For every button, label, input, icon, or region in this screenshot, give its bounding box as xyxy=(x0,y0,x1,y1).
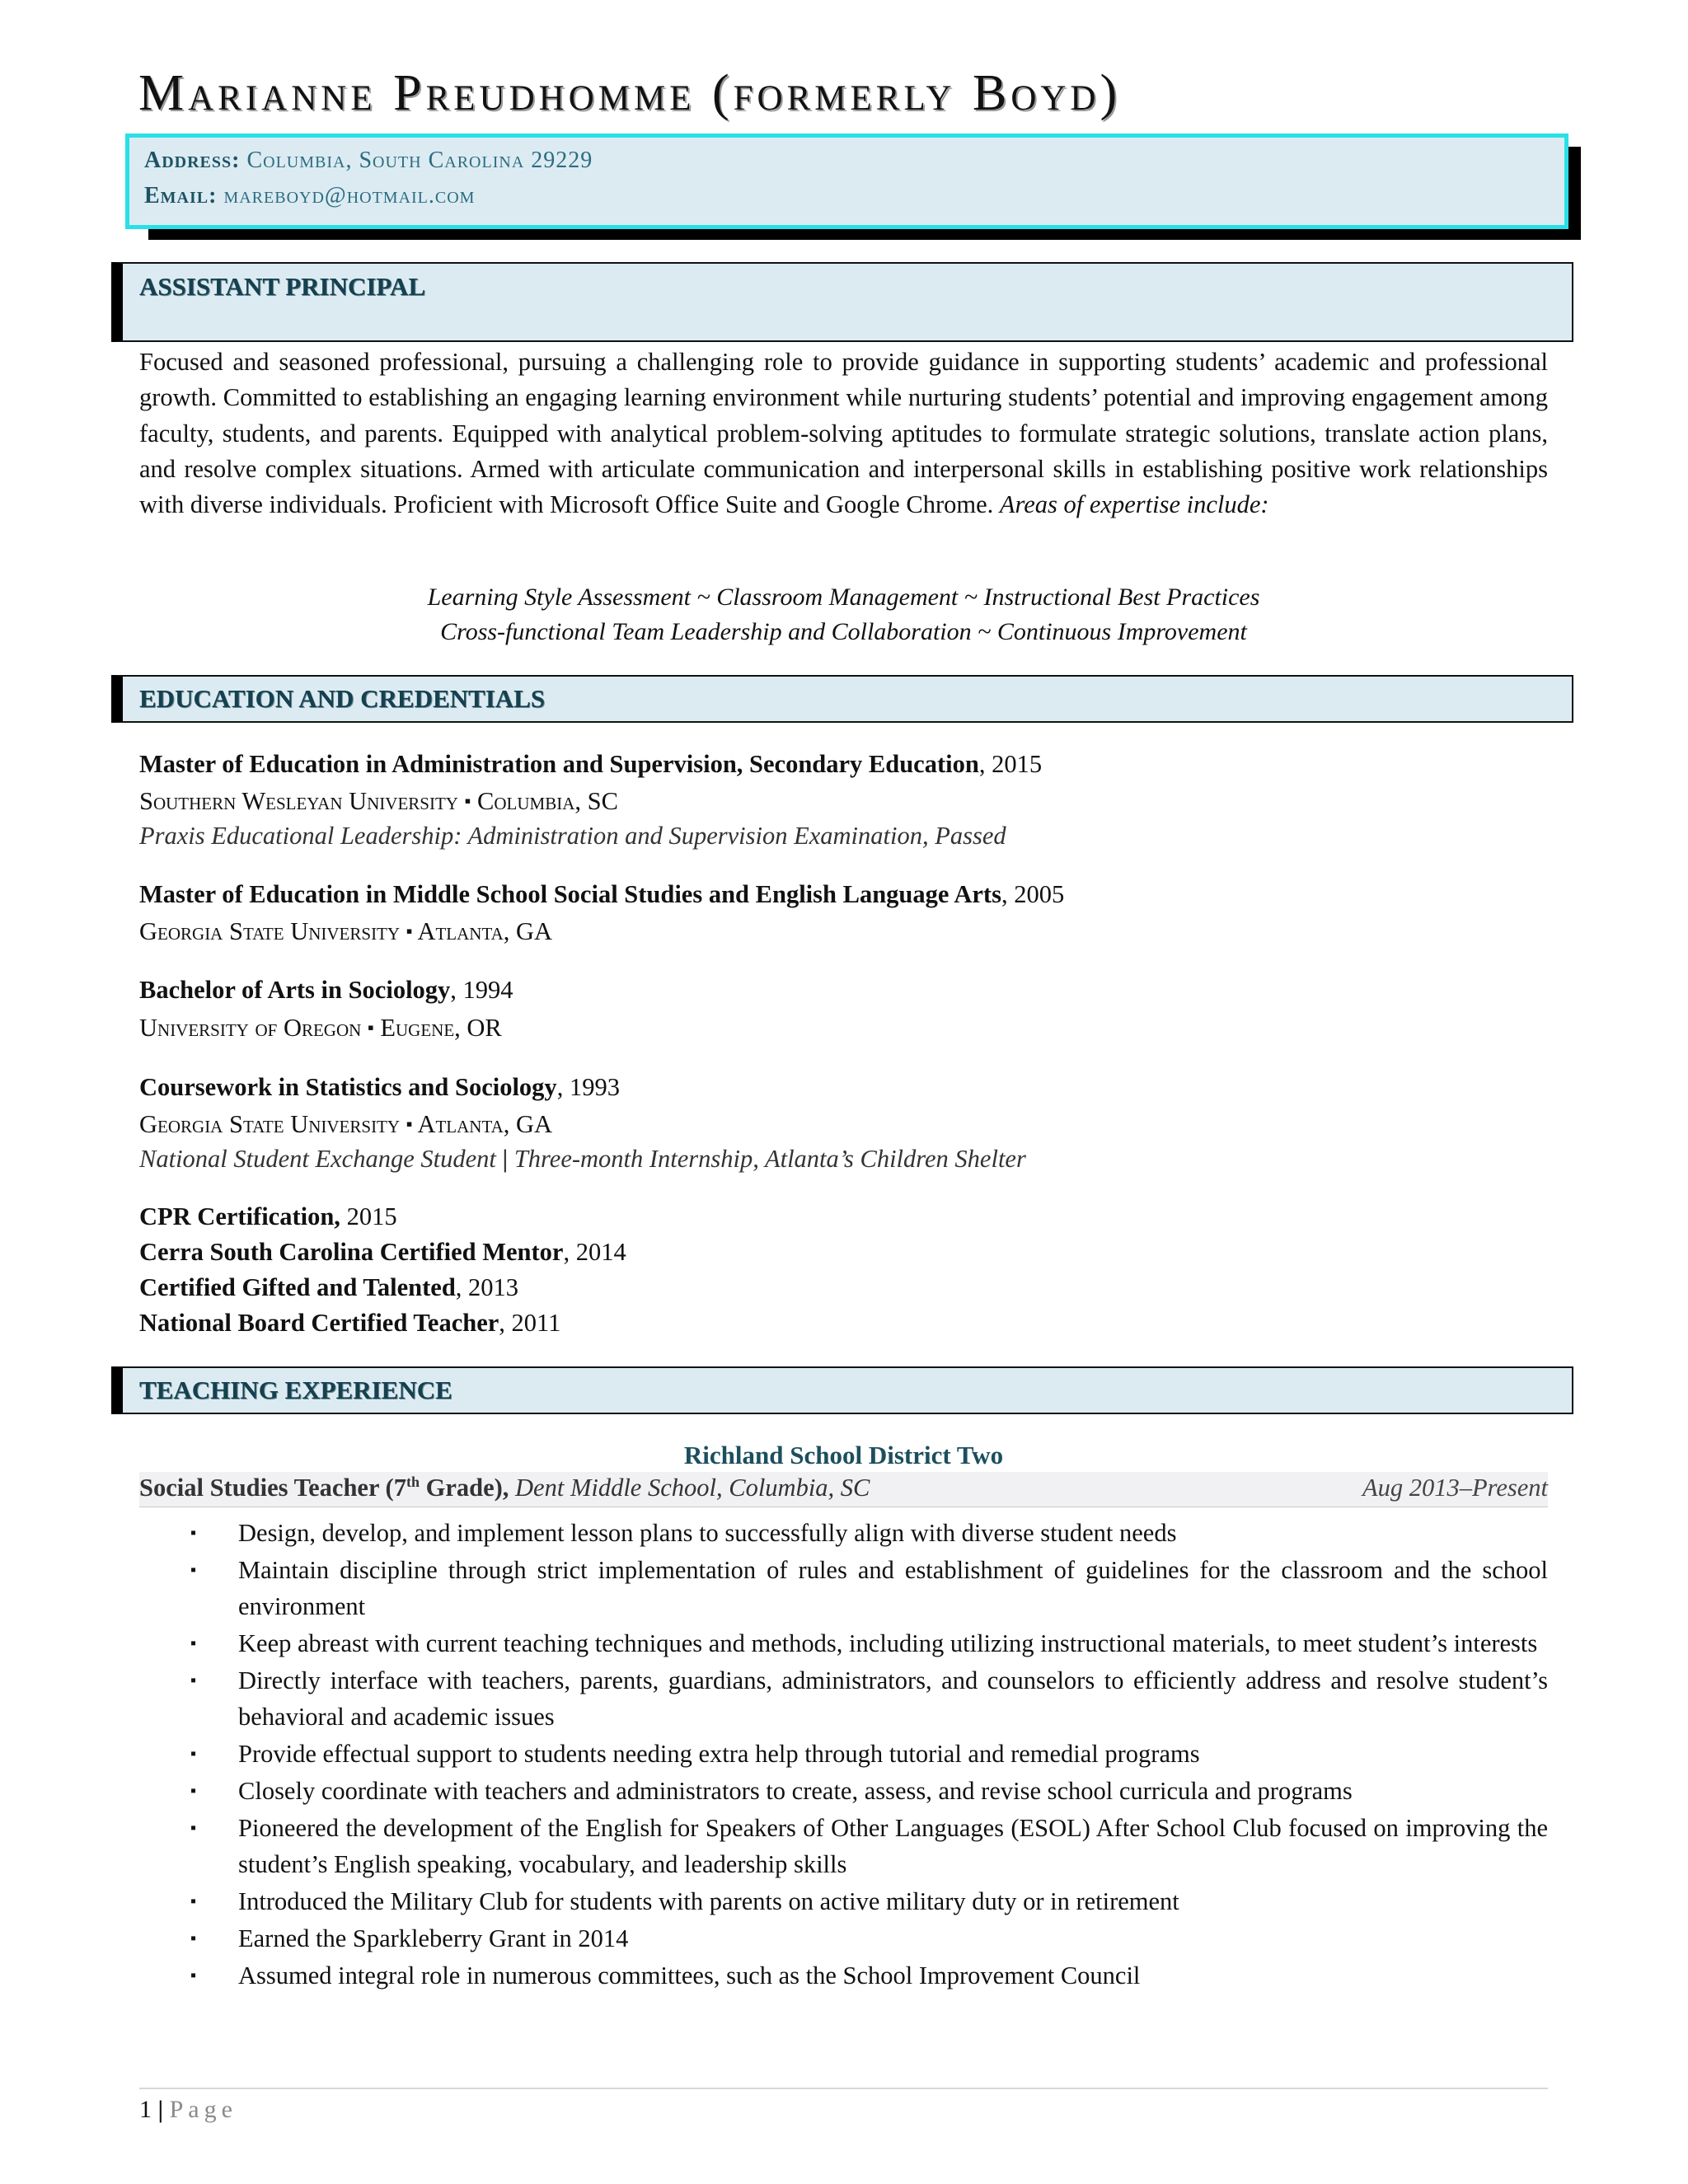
expertise-line-1: Learning Style Assessment ~ Classroom Management ~ Instructional Best Practices xyxy=(427,583,1260,611)
square-bullet-icon: ▪ xyxy=(190,1745,197,1763)
square-bullet-icon: ▪ xyxy=(190,1524,197,1542)
square-bullet-icon: ▪ xyxy=(190,1819,197,1837)
section-bar-objective xyxy=(111,262,1573,342)
edu-4-school-line xyxy=(139,1110,552,1139)
email-label: Email: xyxy=(144,183,218,209)
section-title-objective: ASSISTANT PRINCIPAL xyxy=(139,272,426,301)
page-footer xyxy=(139,2096,237,2124)
square-bullet-icon: ▪ xyxy=(190,1929,197,1947)
cert-3-year: , 2013 xyxy=(455,1273,519,1301)
edu-1-year: , 2015 xyxy=(978,750,1043,778)
job-title-post: Grade), xyxy=(419,1474,509,1502)
edu-2-school-line xyxy=(139,917,552,946)
square-bullet-icon: ▪ xyxy=(190,1892,197,1910)
list-item-text: Directly interface with teachers, parents, guardians, administrators, and counselors to efficiently address and resolve student’s behavioral and academic issues xyxy=(238,1666,1548,1731)
edu-3-school: University of Oregon xyxy=(139,1014,362,1042)
job-title-line xyxy=(139,1474,870,1502)
list-item xyxy=(139,1810,1548,1882)
contact-box xyxy=(125,134,1568,229)
edu-4-note-line xyxy=(139,1145,1026,1174)
email-value[interactable]: mareboyd@hotmail.com xyxy=(223,183,476,209)
list-item-text: Maintain discipline through strict implementation of rules and establishment of guidelines for the classroom and the school environment xyxy=(238,1556,1548,1620)
square-bullet-icon: ▪ xyxy=(406,921,413,941)
edu-1-note: Praxis Educational Leadership: Administration and Supervision Examination, Passed xyxy=(139,822,1006,850)
edu-2-year: , 2005 xyxy=(1001,880,1065,908)
edu-4-degree-line xyxy=(139,1073,620,1102)
page-label: Page xyxy=(169,2096,237,2123)
cert-4-name: National Board Certified Teacher xyxy=(139,1309,499,1337)
edu-4-note-b: Three-month Internship, Atlanta’s Children Shelter xyxy=(513,1145,1026,1173)
list-item-text: Introduced the Military Club for students with parents on active military duty or in retirement xyxy=(238,1887,1179,1915)
edu-2-degree: Master of Education in Middle School Social Studies and English Language Arts xyxy=(139,880,1001,908)
cert-2-year: , 2014 xyxy=(563,1238,626,1266)
square-bullet-icon: ▪ xyxy=(190,1671,197,1690)
square-bullet-icon: ▪ xyxy=(464,790,471,811)
list-item-text: Assumed integral role in numerous committees, such as the School Improvement Council xyxy=(238,1961,1141,1990)
edu-4-school: Georgia State University xyxy=(139,1110,401,1138)
cert-2-name: Cerra South Carolina Certified Mentor xyxy=(139,1238,564,1266)
section-bar-teaching xyxy=(111,1366,1573,1414)
edu-2-location: Atlanta, GA xyxy=(417,917,553,945)
list-item xyxy=(139,1773,1548,1809)
job-header-row xyxy=(139,1472,1548,1507)
square-bullet-icon: ▪ xyxy=(190,1782,197,1800)
list-item-text: Keep abreast with current teaching techniques and methods, including utilizing instructional materials, to meet student’s interests xyxy=(238,1629,1538,1657)
edu-2-school: Georgia State University xyxy=(139,917,401,945)
edu-3-year: , 1994 xyxy=(450,976,513,1004)
list-item xyxy=(139,1883,1548,1919)
square-bullet-icon: ▪ xyxy=(367,1017,374,1038)
job-dates: Aug 2013–Present xyxy=(1362,1474,1548,1502)
list-item-text: Provide effectual support to students needing extra help through tutorial and remedial programs xyxy=(238,1740,1200,1768)
edu-1-degree-line xyxy=(139,750,1042,779)
cert-1-name: CPR Certification, xyxy=(139,1202,340,1230)
edu-2-degree-line xyxy=(139,880,1064,909)
edu-1-degree: Master of Education in Administration and Supervision, Secondary Education xyxy=(139,750,979,778)
list-item xyxy=(139,1920,1548,1957)
cert-3-name: Certified Gifted and Talented xyxy=(139,1273,456,1301)
edu-4-location: Atlanta, GA xyxy=(417,1110,553,1138)
cert-3 xyxy=(139,1273,518,1302)
cert-2 xyxy=(139,1238,626,1267)
edu-3-degree-line xyxy=(139,976,513,1005)
section-title-teaching: TEACHING EXPERIENCE xyxy=(139,1376,452,1404)
edu-1-location: Columbia, SC xyxy=(477,787,618,815)
list-item xyxy=(139,1515,1548,1551)
email-line xyxy=(144,183,475,209)
square-bullet-icon: ▪ xyxy=(190,1634,197,1652)
footer-separator: | xyxy=(157,2096,164,2123)
job-title-pre: Social Studies Teacher (7 xyxy=(139,1474,406,1502)
list-item xyxy=(139,1736,1548,1772)
address-label: Address: xyxy=(144,148,241,173)
employer-name: Richland School District Two xyxy=(683,1441,1004,1469)
edu-3-location: Eugene, OR xyxy=(380,1014,502,1042)
edu-1-school: Southern Wesleyan University xyxy=(139,787,458,815)
responsibility-list xyxy=(139,1515,1548,1994)
section-title-education: EDUCATION AND CREDENTIALS xyxy=(139,684,546,713)
address-line xyxy=(144,148,593,174)
list-item-text: Closely coordinate with teachers and administrators to create, assess, and revise school curricula and programs xyxy=(238,1777,1353,1805)
page-number: 1 xyxy=(139,2096,152,2123)
edu-4-degree: Coursework in Statistics and Sociology xyxy=(139,1073,557,1101)
list-item-text: Earned the Sparkleberry Grant in 2014 xyxy=(238,1924,629,1952)
list-item xyxy=(139,1552,1548,1624)
edu-3-school-line xyxy=(139,1014,502,1043)
list-item xyxy=(139,1662,1548,1735)
list-item-text: Pioneered the development of the English for Speakers of Other Languages (ESOL) After School Club focused on improving the student’s English speaking, vocabulary, and leadership skills xyxy=(238,1814,1548,1878)
summary-text: Focused and seasoned professional, pursuing a challenging role to provide guidance in supporting students’ academic and professional growth. Committed to establishing an engaging learning environment while nurturing students’ potential and improving engagement among faculty, students, and parents. Equipped with analytical problem-solving aptitudes to formulate strategic solutions, translate action plans, and resolve complex situations. Armed with articulate communication and interpersonal skills in establishing positive work relationships with diverse individuals. Proficient with Microsoft Office Suite and Google Chrome. xyxy=(139,348,1548,519)
section-bar-education xyxy=(111,675,1573,723)
cert-1 xyxy=(139,1202,397,1231)
edu-4-note-separator: | xyxy=(502,1145,509,1173)
list-item xyxy=(139,1957,1548,1994)
footer-divider xyxy=(139,2088,1548,2089)
square-bullet-icon: ▪ xyxy=(190,1966,197,1985)
summary-paragraph xyxy=(139,344,1548,523)
expertise-intro: Areas of expertise include: xyxy=(999,490,1269,519)
job-title-sup: th xyxy=(406,1474,420,1490)
edu-3-degree: Bachelor of Arts in Sociology xyxy=(139,976,451,1004)
candidate-name: Marianne Preudhomme (formerly Boyd) xyxy=(138,65,1122,121)
square-bullet-icon: ▪ xyxy=(406,1113,413,1134)
edu-4-year: , 1993 xyxy=(556,1073,620,1101)
square-bullet-icon: ▪ xyxy=(190,1561,197,1579)
cert-4 xyxy=(139,1309,560,1338)
expertise-line-2: Cross-functional Team Leadership and Collaboration ~ Continuous Improvement xyxy=(440,618,1247,645)
list-item-text: Design, develop, and implement lesson plans to successfully align with diverse student needs xyxy=(238,1519,1177,1547)
cert-4-year: , 2011 xyxy=(499,1309,561,1337)
job-place: Dent Middle School, Columbia, SC xyxy=(515,1474,870,1502)
address-value: Columbia, South Carolina 29229 xyxy=(246,148,593,173)
cert-1-year: 2015 xyxy=(340,1202,397,1230)
edu-4-note-a: National Student Exchange Student xyxy=(139,1145,496,1173)
edu-1-school-line xyxy=(139,787,618,816)
list-item xyxy=(139,1625,1548,1661)
